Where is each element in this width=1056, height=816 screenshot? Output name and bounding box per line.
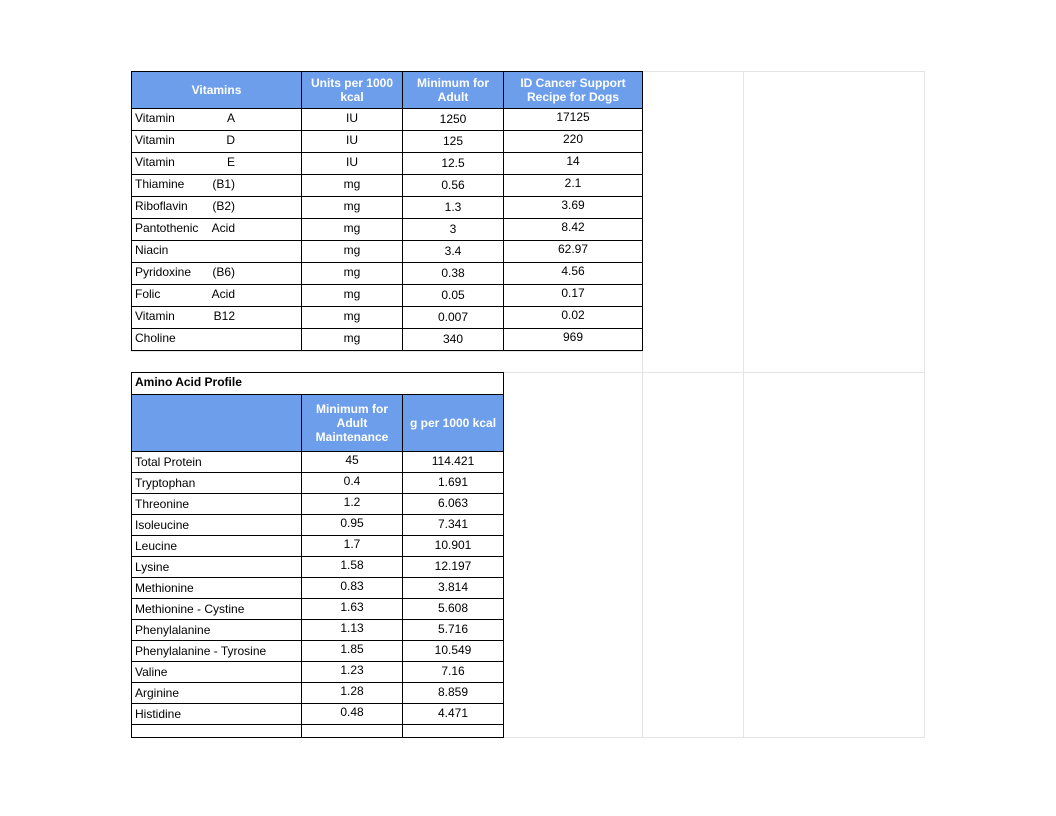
vitamin-units: mg (301, 196, 403, 219)
vitamin-name: Pyridoxine (135, 265, 192, 279)
amino-minimum: 1.2 (301, 493, 403, 515)
amino-minimum: 0.48 (301, 703, 403, 725)
amino-acid-name: Arginine (131, 682, 302, 704)
amino-acid-name: Total Protein (131, 451, 302, 473)
amino-header-2: g per 1000 kcal (402, 394, 504, 452)
vitamin-qualifier: (B1) (212, 177, 235, 191)
vitamin-units: mg (301, 262, 403, 285)
vitamin-minimum: 0.007 (402, 306, 504, 329)
vitamin-recipe-value: 14 (503, 152, 643, 175)
amino-g-per-1000kcal: 7.341 (402, 514, 504, 536)
amino-empty-cell (301, 724, 403, 738)
amino-empty-cell (131, 724, 302, 738)
amino-header-0 (131, 394, 302, 452)
amino-acid-name: Phenylalanine - Tyrosine (131, 640, 302, 662)
vitamin-name: Vitamin (135, 111, 175, 125)
vitamin-recipe-value: 4.56 (503, 262, 643, 285)
vitamin-units: mg (301, 306, 403, 329)
amino-minimum: 0.4 (301, 472, 403, 494)
amino-table-title: Amino Acid Profile (131, 372, 504, 395)
amino-acid-name: Histidine (131, 703, 302, 725)
vitamin-recipe-value: 8.42 (503, 218, 643, 241)
vitamin-name-cell (131, 328, 302, 351)
vitamin-minimum: 0.05 (402, 284, 504, 307)
vitamin-name: Vitamin (135, 155, 175, 169)
amino-acid-name: Leucine (131, 535, 302, 557)
vitamins-header-0: Vitamins (131, 71, 302, 109)
vitamin-name-cell (131, 152, 302, 175)
vitamin-name: Pantothenic (135, 221, 199, 235)
vitamin-name-cell (131, 284, 302, 307)
vitamin-name-cell (131, 240, 302, 263)
vitamin-qualifier: E (226, 155, 235, 169)
vitamin-units: IU (301, 130, 403, 153)
vitamin-minimum: 1250 (402, 108, 504, 131)
amino-g-per-1000kcal: 1.691 (402, 472, 504, 494)
amino-empty-cell (402, 724, 504, 738)
vitamin-units: IU (301, 152, 403, 175)
vitamin-name: Vitamin (135, 133, 175, 147)
amino-acid-name: Valine (131, 661, 302, 683)
amino-header-1: Minimum for Adult Maintenance (301, 394, 403, 452)
amino-acid-name: Isoleucine (131, 514, 302, 536)
vitamin-qualifier: B12 (213, 309, 235, 323)
vitamins-header-1: Units per 1000 kcal (301, 71, 403, 109)
amino-minimum: 0.95 (301, 514, 403, 536)
amino-minimum: 0.83 (301, 577, 403, 599)
vitamin-name: Thiamine (135, 177, 185, 191)
vitamin-recipe-value: 17125 (503, 108, 643, 131)
vitamin-recipe-value: 3.69 (503, 196, 643, 219)
vitamin-minimum: 340 (402, 328, 504, 351)
amino-minimum: 1.85 (301, 640, 403, 662)
amino-g-per-1000kcal: 5.716 (402, 619, 504, 641)
vitamin-qualifier: A (226, 111, 235, 125)
vitamin-name: Riboflavin (135, 199, 188, 213)
amino-acid-name: Methionine - Cystine (131, 598, 302, 620)
amino-g-per-1000kcal: 12.197 (402, 556, 504, 578)
amino-minimum: 45 (301, 451, 403, 473)
amino-minimum: 1.63 (301, 598, 403, 620)
amino-g-per-1000kcal: 10.901 (402, 535, 504, 557)
vitamins-header-3: ID Cancer Support Recipe for Dogs (503, 71, 643, 109)
vitamin-name: Folic (135, 287, 161, 301)
amino-g-per-1000kcal: 114.421 (402, 451, 504, 473)
vitamin-recipe-value: 0.17 (503, 284, 643, 307)
amino-g-per-1000kcal: 5.608 (402, 598, 504, 620)
amino-minimum: 1.13 (301, 619, 403, 641)
amino-g-per-1000kcal: 3.814 (402, 577, 504, 599)
vitamin-units: IU (301, 108, 403, 131)
vitamin-name-cell (131, 130, 302, 153)
vitamin-name: Choline (135, 331, 176, 345)
vitamin-qualifier: Acid (211, 287, 235, 301)
amino-acid-name: Lysine (131, 556, 302, 578)
amino-acid-name: Phenylalanine (131, 619, 302, 641)
amino-g-per-1000kcal: 6.063 (402, 493, 504, 515)
amino-acid-name: Tryptophan (131, 472, 302, 494)
vitamin-units: mg (301, 218, 403, 241)
amino-g-per-1000kcal: 4.471 (402, 703, 504, 725)
vitamin-minimum: 12.5 (402, 152, 504, 175)
vitamin-units: mg (301, 240, 403, 263)
vitamin-minimum: 0.38 (402, 262, 504, 285)
vitamin-qualifier: (B6) (212, 265, 235, 279)
vitamin-units: mg (301, 284, 403, 307)
vitamin-minimum: 3.4 (402, 240, 504, 263)
vitamin-recipe-value: 220 (503, 130, 643, 153)
amino-g-per-1000kcal: 8.859 (402, 682, 504, 704)
vitamin-recipe-value: 969 (503, 328, 643, 351)
vitamin-recipe-value: 0.02 (503, 306, 643, 329)
vitamin-recipe-value: 2.1 (503, 174, 643, 197)
vitamin-minimum: 1.3 (402, 196, 504, 219)
amino-minimum: 1.58 (301, 556, 403, 578)
amino-g-per-1000kcal: 10.549 (402, 640, 504, 662)
vitamin-qualifier: D (226, 133, 235, 147)
vitamin-name-cell (131, 262, 302, 285)
vitamin-name-cell (131, 108, 302, 131)
vitamin-name: Vitamin (135, 309, 175, 323)
amino-minimum: 1.7 (301, 535, 403, 557)
vitamin-qualifier: (B2) (212, 199, 235, 213)
amino-minimum: 1.23 (301, 661, 403, 683)
vitamin-minimum: 3 (402, 218, 504, 241)
vitamin-name-cell (131, 174, 302, 197)
vitamin-units: mg (301, 174, 403, 197)
vitamin-minimum: 125 (402, 130, 504, 153)
vitamin-qualifier: Acid (211, 221, 235, 235)
vitamin-name: Niacin (135, 243, 169, 257)
vitamin-minimum: 0.56 (402, 174, 504, 197)
amino-g-per-1000kcal: 7.16 (402, 661, 504, 683)
vitamin-name-cell (131, 306, 302, 329)
vitamin-recipe-value: 62.97 (503, 240, 643, 263)
amino-acid-name: Threonine (131, 493, 302, 515)
vitamin-units: mg (301, 328, 403, 351)
amino-minimum: 1.28 (301, 682, 403, 704)
amino-acid-name: Methionine (131, 577, 302, 599)
vitamins-header-2: Minimum for Adult (402, 71, 504, 109)
vitamin-name-cell (131, 218, 302, 241)
vitamin-name-cell (131, 196, 302, 219)
